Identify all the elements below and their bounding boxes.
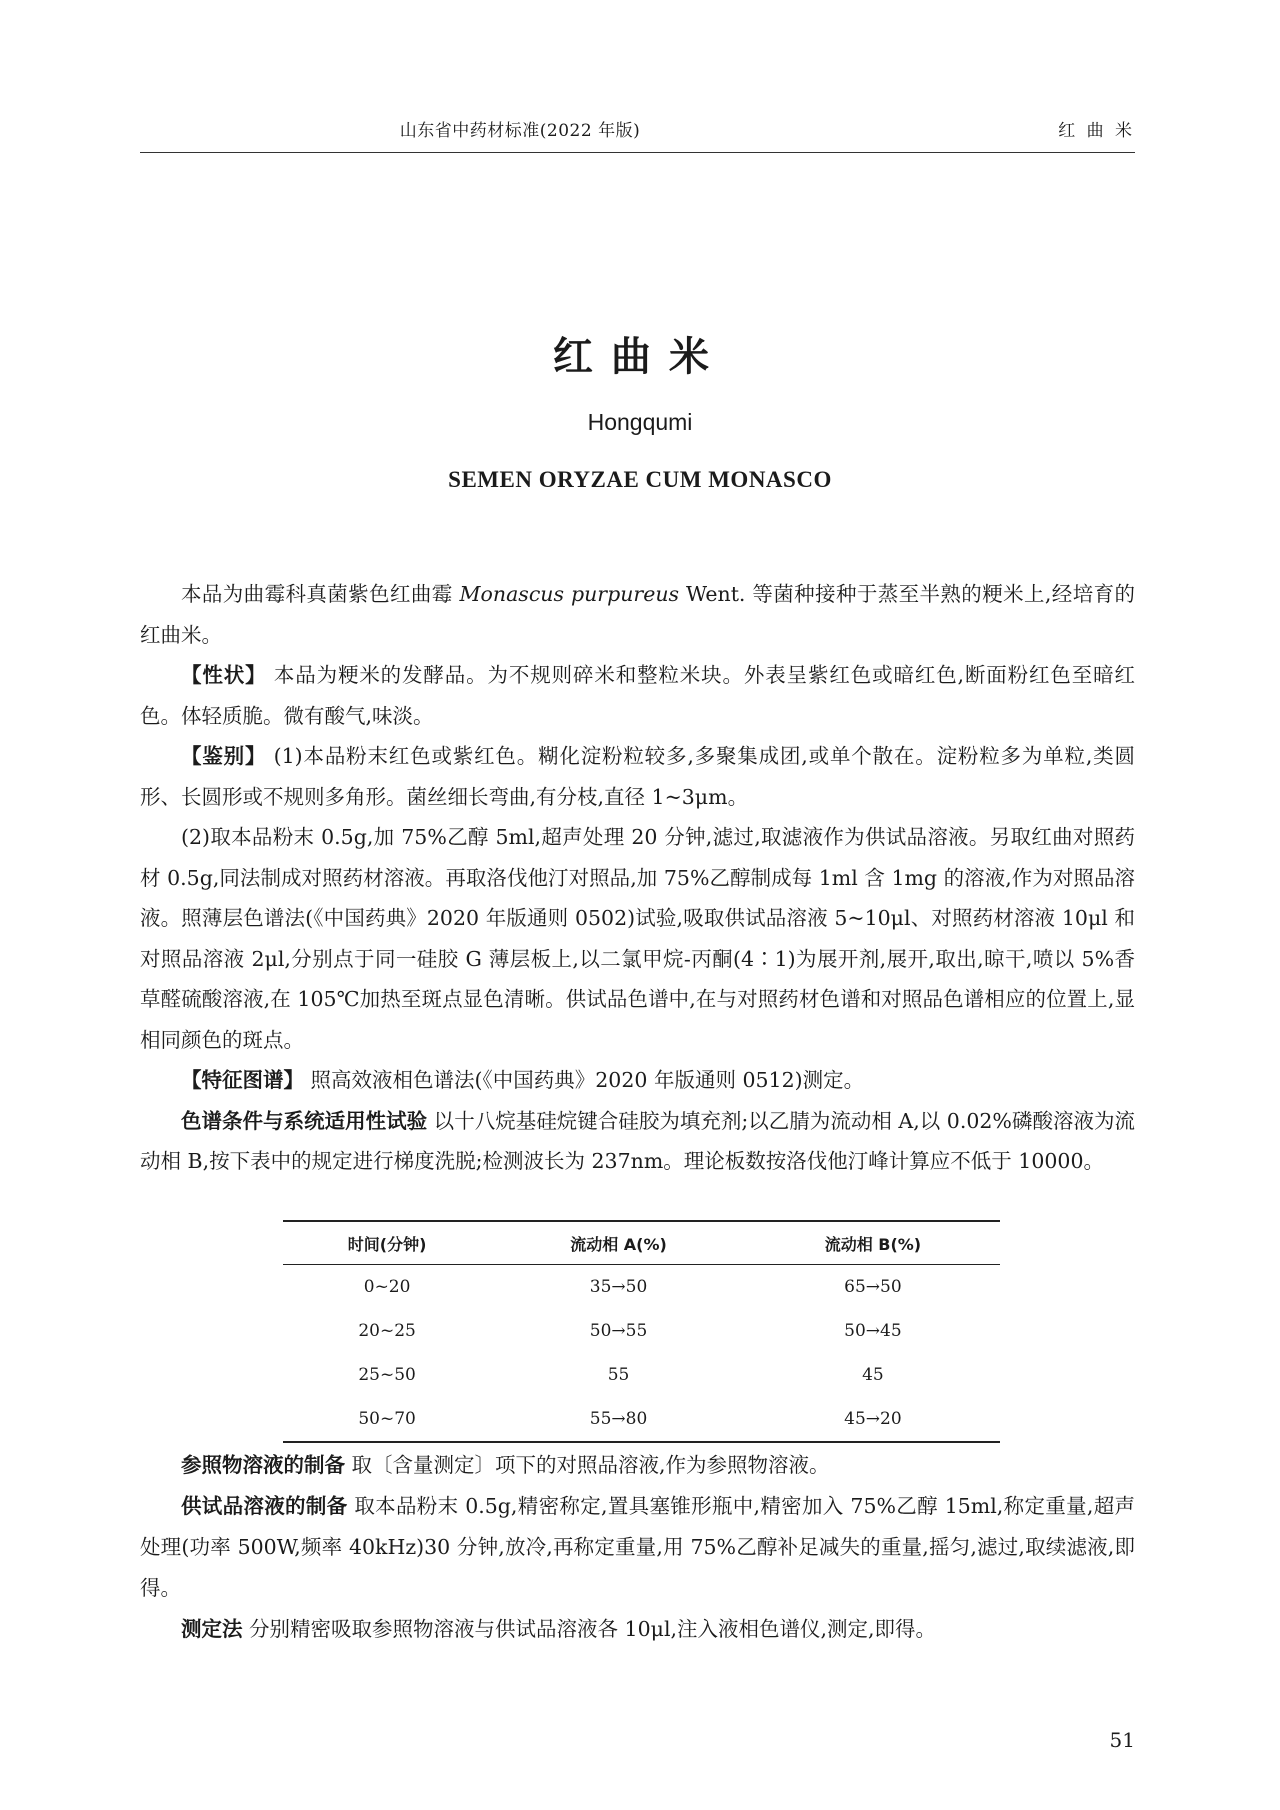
monograph-body-upper xyxy=(140,574,1135,1182)
reference-solution-paragraph: 参照物溶液的制备 取〔含量测定〕项下的对照品溶液,作为参照物溶液。 xyxy=(181,1453,830,1477)
gradient-table-container xyxy=(283,1220,1000,1443)
table-cell: 55 xyxy=(607,1365,630,1385)
running-header xyxy=(140,100,1135,153)
table-cell: 55→80 xyxy=(589,1409,648,1429)
test-solution-paragraph: 供试品溶液的制备 取本品粉末 0.5g,精密称定,置具塞锥形瓶中,精密加入 75%乙醇 15ml,称定重量,超声处理(功率 500W,频率 40kHz)30 分钟,放冷,再称定重量,用 75%乙醇补足减失的重量,摇匀,滤过,取续滤液,即得。 xyxy=(140,1494,1136,1600)
conditions-label: 色谱条件与系统适用性试验 xyxy=(181,1108,428,1133)
header-entry-name: 红 曲 米 xyxy=(1058,121,1135,141)
header-book-title: 山东省中药材标准(2022 年版) xyxy=(399,121,641,141)
column-header-mobile-phase-b: 流动相 B(%) xyxy=(824,1234,922,1254)
table-row xyxy=(283,1265,1000,1310)
table-cell: 35→50 xyxy=(589,1277,648,1297)
species-latin-name: Monascus purpureus xyxy=(459,582,680,606)
chromatographic-conditions-paragraph: 色谱条件与系统适用性试验 以十八烷基硅烷键合硅胶为填充剂;以乙腈为流动相 A,以 0.02%磷酸溶液为流动相 B,按下表中的规定进行梯度洗脱;检测波长为 237nm。理论板数按洛伐他汀峰计算应不低于 10000。 xyxy=(140,1108,1135,1173)
table-row xyxy=(283,1397,1000,1442)
entry-title-latin: SEMEN ORYZAE CUM MONASCO xyxy=(448,467,832,492)
table-cell: 65→50 xyxy=(844,1277,902,1297)
method-label: 测定法 xyxy=(181,1617,243,1641)
fingerprint-paragraph: 【特征图谱】 照高效液相色谱法(《中国药典》2020 年版通则 0512)测定。 xyxy=(181,1068,865,1092)
table-cell: 45 xyxy=(862,1365,884,1385)
identification-paragraph-2: (2)取本品粉末 0.5g,加 75%乙醇 5ml,超声处理 20 分钟,滤过,取滤液作为供试品溶液。另取红曲对照药材 0.5g,同法制成对照药材溶液。再取洛伐他汀对照品,加 75%乙醇制成每 1ml 含 1mg 的溶液,作为对照品溶液。照薄层色谱法(《中国药典》2020 年版通则 0502)试验,吸取供试品溶液 5~10μl、对照药材溶液 10μl 和对照品溶液 2μl,分别点于同一硅胶 G 薄层板上,以二氯甲烷-丙酮(4∶1)为展开剂,展开,取出,晾干,喷以 5%香草醛硫酸溶液,在 105℃加热至斑点显色清晰。供试品色谱中,在与对照药材色谱和对照品色谱相应的位置上,显相同颜色的斑点。 xyxy=(140,825,1135,1052)
test-solution-label: 供试品溶液的制备 xyxy=(181,1494,348,1518)
monograph-body-lower xyxy=(140,1445,1135,1650)
table-cell: 50→45 xyxy=(844,1321,902,1341)
entry-title-pinyin: Hongqumi xyxy=(587,409,693,435)
table-header-row xyxy=(283,1221,1000,1265)
table-cell: 50~70 xyxy=(358,1409,416,1429)
properties-paragraph: 【性状】 本品为粳米的发酵品。为不规则碎米和整粒米块。外表呈紫红色或暗红色,断面粉红色至暗红色。体轻质脆。微有酸气,味淡。 xyxy=(140,663,1136,728)
identification-paragraph-1: 【鉴别】 (1)本品粉末红色或紫红色。糊化淀粉粒较多,多聚集成团,或单个散在。淀粉粒多为单粒,类圆形、长圆形或不规则多角形。菌丝细长弯曲,有分枝,直径 1~3μm。 xyxy=(140,744,1135,809)
table-cell: 25~50 xyxy=(358,1365,416,1385)
column-header-mobile-phase-a: 流动相 A(%) xyxy=(570,1234,667,1254)
column-header-time: 时间(分钟) xyxy=(347,1234,427,1254)
fingerprint-label: 【特征图谱】 xyxy=(181,1068,304,1092)
table-row xyxy=(283,1353,1000,1397)
table-cell: 20~25 xyxy=(358,1321,416,1341)
reference-solution-label: 参照物溶液的制备 xyxy=(181,1453,345,1477)
gradient-elution-table xyxy=(283,1220,1000,1443)
entry-title-chinese: 红曲米 xyxy=(553,334,727,380)
method-paragraph: 测定法 分别精密吸取参照物溶液与供试品溶液各 10μl,注入液相色谱仪,测定,即得。 xyxy=(181,1617,937,1641)
table-cell: 50→55 xyxy=(589,1321,648,1341)
table-cell: 0~20 xyxy=(363,1277,411,1297)
table-row xyxy=(283,1309,1000,1353)
page-number: 51 xyxy=(1109,1728,1135,1752)
properties-label: 【性状】 xyxy=(181,663,267,687)
intro-paragraph: 本品为曲霉科真菌紫色红曲霉 Monascus purpureus Went. 等菌种接种于蒸至半熟的粳米上,经培育的红曲米。 xyxy=(140,582,1135,647)
identification-label: 【鉴别】 xyxy=(181,744,267,768)
table-cell: 45→20 xyxy=(844,1409,902,1429)
